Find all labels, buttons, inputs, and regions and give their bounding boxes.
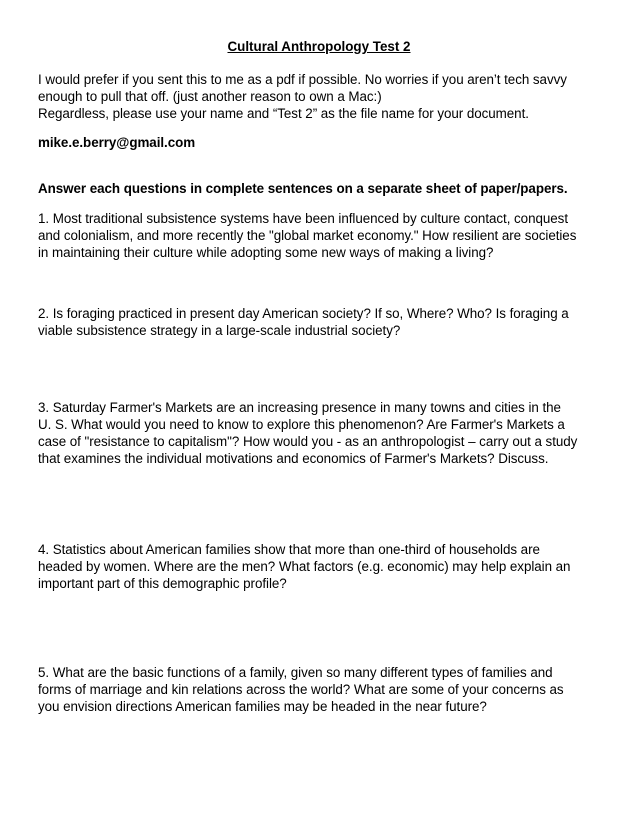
question-3-line-1: 3. Saturday Farmer's Markets are an increasing presence in many towns and cities in the — [38, 400, 561, 415]
question-2-line-2: viable subsistence strategy in a large-scale industrial society? — [38, 323, 401, 338]
question-3-line-3: case of "resistance to capitalism"? How would you - as an anthropologist – carry out a study — [38, 434, 578, 449]
intro-line-3: Regardless, please use your name and “Test 2” as the file name for your document. — [38, 106, 529, 121]
question-1-line-2: and colonialism, and more recently the "global market economy." How resilient are societies — [38, 228, 577, 243]
question-1-line-3: in maintaining their culture while adopting some new ways of making a living? — [38, 245, 494, 260]
question-4-line-2: headed by women. Where are the men? What factors (e.g. economic) may help explain an — [38, 559, 571, 574]
question-5-line-1: 5. What are the basic functions of a family, given so many different types of families and — [38, 665, 553, 680]
question-4-line-1: 4. Statistics about American families show that more than one-third of households are — [38, 542, 540, 557]
question-5-line-2: forms of marriage and kin relations across the world? What are some of your concerns as — [38, 682, 564, 697]
question-5-line-3: you envision directions American families may be headed in the near future? — [38, 699, 487, 714]
question-1-line-1: 1. Most traditional subsistence systems have been influenced by culture contact, conquest — [38, 211, 568, 226]
question-4-line-3: important part of this demographic profile? — [38, 576, 287, 591]
question-2-line-1: 2. Is foraging practiced in present day American society? If so, Where? Who? Is foraging a — [38, 306, 569, 321]
instructions: Answer each questions in complete sentences on a separate sheet of paper/papers. — [38, 181, 568, 196]
email-address: mike.e.berry@gmail.com — [38, 135, 196, 150]
intro-line-2: enough to pull that off. (just another reason to own a Mac:) — [38, 89, 382, 104]
document-title: Cultural Anthropology Test 2 — [227, 39, 411, 54]
intro-line-1: I would prefer if you sent this to me as a pdf if possible. No worries if you aren’t tech savvy — [38, 72, 567, 87]
question-3-line-4: that examines the individual motivations and economics of Farmer's Markets? Discuss. — [38, 451, 549, 466]
question-3-line-2: U. S. What would you need to know to explore this phenomenon? Are Farmer's Markets a — [38, 417, 565, 432]
